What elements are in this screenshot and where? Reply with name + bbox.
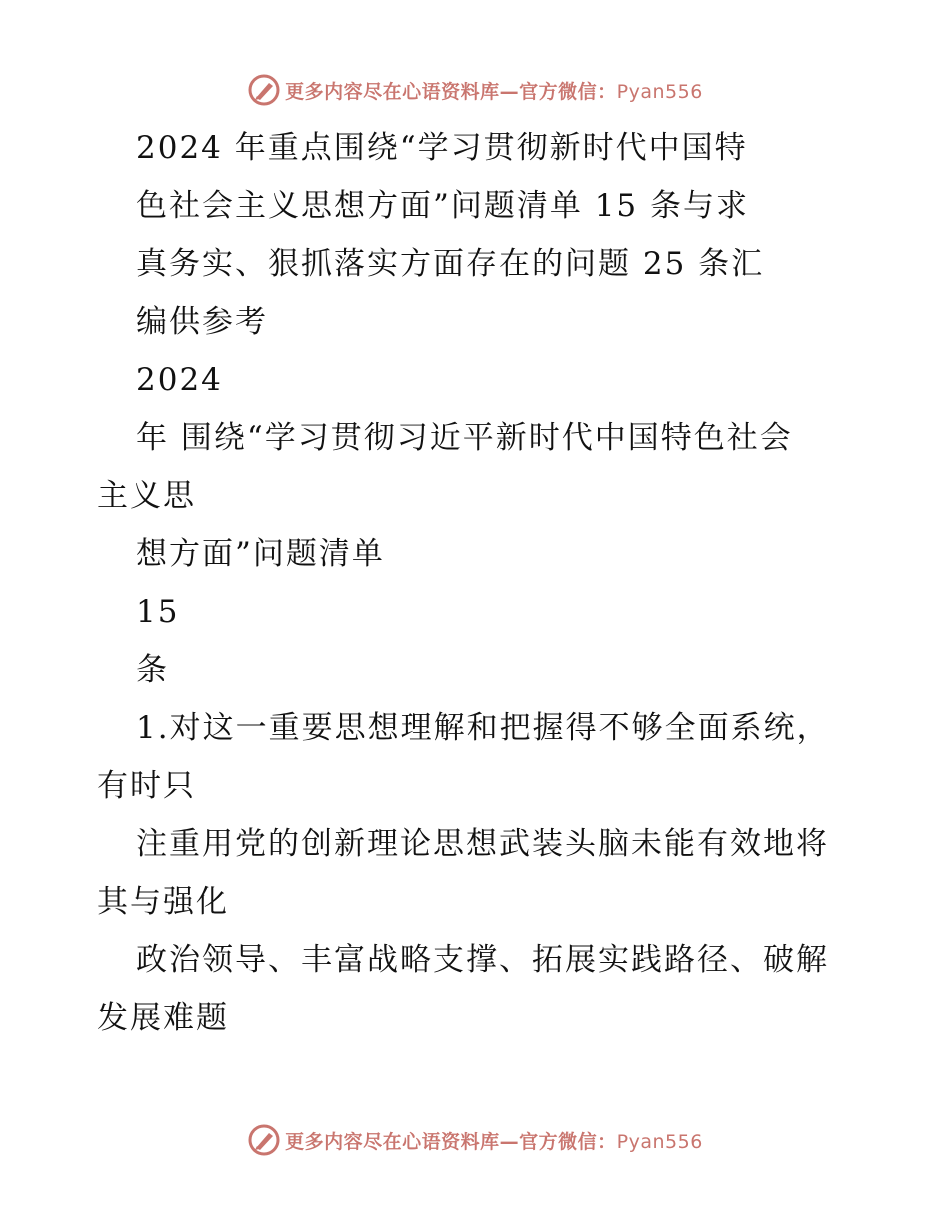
header-watermark-banner — [0, 70, 950, 110]
footer-watermark-banner — [0, 1120, 950, 1160]
title-line-1: 2024 年重点围绕“学习贯彻新时代中国特 — [136, 130, 748, 166]
text-line: 发展难题 — [97, 1000, 229, 1036]
text-line: 注重用党的创新理论思想武装头脑未能有效地将 — [136, 826, 829, 862]
text-line: 主义思 — [97, 478, 196, 514]
text-line: 有时只 — [97, 768, 196, 804]
text-line: 政治领导、丰富战略支撑、拓展实践路径、破解 — [136, 942, 829, 978]
text-line: 其与强化 — [97, 884, 229, 920]
text-line: 2024 — [136, 362, 223, 398]
watermark-text — [285, 77, 703, 104]
title-line-4: 编供参考 — [136, 304, 268, 340]
watermark-label: 更多内容尽在心语资料库—官方微信： — [285, 1130, 617, 1153]
text-line: 想方面”问题清单 — [136, 536, 385, 572]
watermark-handle: Pyan556 — [616, 1130, 703, 1153]
text-line: 15 — [136, 594, 180, 630]
text-line: 条 — [136, 652, 169, 688]
text-line: 1.对这一重要思想理解和把握得不够全面系统， — [136, 710, 830, 746]
title-line-2: 色社会主义思想方面”问题清单 15 条与求 — [136, 188, 750, 224]
watermark-text — [285, 1127, 703, 1154]
watermark-handle: Pyan556 — [616, 80, 703, 103]
title-line-3: 真务实、狠抓落实方面存在的问题 25 条汇 — [136, 246, 765, 282]
quill-pen-circle-icon — [247, 73, 281, 107]
watermark-label: 更多内容尽在心语资料库—官方微信： — [285, 80, 617, 103]
text-line: 年 围绕“学习贯彻习近平新时代中国特色社会 — [136, 420, 793, 456]
quill-pen-circle-icon — [247, 1123, 281, 1157]
